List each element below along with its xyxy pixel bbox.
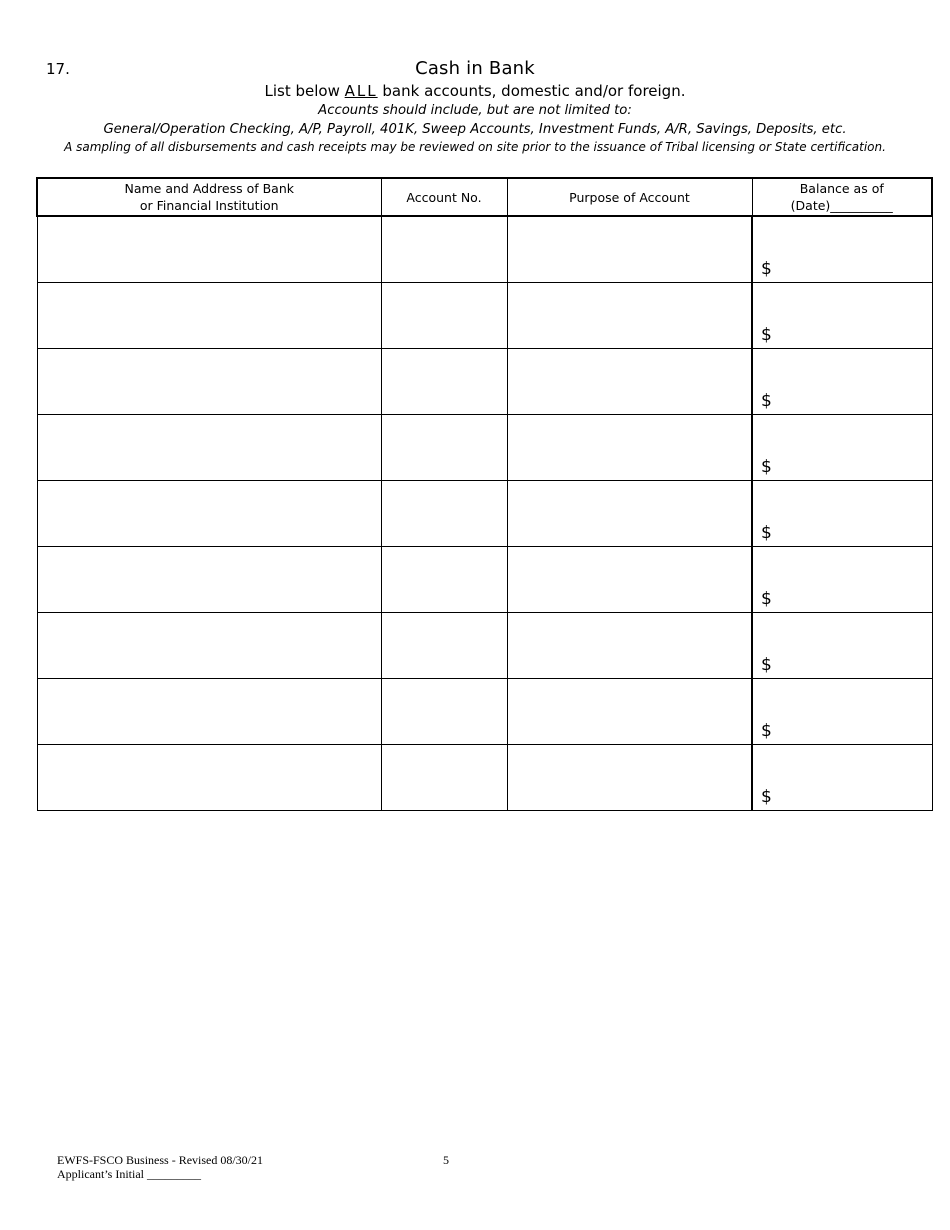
header-account-no: Account No. xyxy=(381,178,507,216)
table-row xyxy=(37,613,932,679)
balance-field[interactable] xyxy=(752,679,932,745)
purpose-field[interactable] xyxy=(507,613,752,679)
balance-field[interactable] xyxy=(752,216,932,283)
table-row xyxy=(37,283,932,349)
purpose-field[interactable] xyxy=(507,415,752,481)
balance-field[interactable] xyxy=(752,547,932,613)
table-row xyxy=(37,679,932,745)
balance-field[interactable] xyxy=(752,415,932,481)
header-bank-name-line1: Name and Address of Bank xyxy=(124,181,294,196)
form-id: EWFS-FSCO Business - Revised 08/30/21 xyxy=(57,1153,264,1167)
dollar-sign: $ xyxy=(761,787,772,807)
table-row xyxy=(37,481,932,547)
footer-left xyxy=(57,1153,263,1181)
header-purpose: Purpose of Account xyxy=(507,178,752,216)
purpose-field[interactable] xyxy=(507,216,752,283)
account-no-field[interactable] xyxy=(381,349,507,415)
heading-block xyxy=(0,57,950,155)
bank-name-field[interactable] xyxy=(37,547,381,613)
header-balance xyxy=(752,178,932,216)
account-no-field[interactable] xyxy=(381,283,507,349)
accounts-examples: General/Operation Checking, A/P, Payroll, 401K, Sweep Accounts, Investment Funds, A/R, Savings, Deposits, etc. xyxy=(103,122,847,137)
accounts-note: Accounts should include, but are not limited to: xyxy=(318,103,632,118)
purpose-field[interactable] xyxy=(507,679,752,745)
instruction-suffix: bank accounts, domestic and/or foreign. xyxy=(377,82,686,100)
bank-name-field[interactable] xyxy=(37,216,381,283)
instruction-emphasis: ALL xyxy=(344,82,378,100)
dollar-sign: $ xyxy=(761,589,772,609)
dollar-sign: $ xyxy=(761,259,772,279)
header-balance-line1: Balance as of xyxy=(799,181,884,196)
dollar-sign: $ xyxy=(761,721,772,741)
bank-name-field[interactable] xyxy=(37,679,381,745)
table-row xyxy=(37,547,932,613)
bank-name-field[interactable] xyxy=(37,415,381,481)
account-no-field[interactable] xyxy=(381,415,507,481)
balance-field[interactable] xyxy=(752,481,932,547)
account-no-field[interactable] xyxy=(381,613,507,679)
bank-name-field[interactable] xyxy=(37,745,381,811)
instruction-line xyxy=(0,81,950,101)
dollar-sign: $ xyxy=(761,325,772,345)
account-no-field[interactable] xyxy=(381,679,507,745)
purpose-field[interactable] xyxy=(507,745,752,811)
table-header-row xyxy=(37,178,932,216)
table-row xyxy=(37,745,932,811)
bank-name-field[interactable] xyxy=(37,349,381,415)
purpose-field[interactable] xyxy=(507,283,752,349)
table-row xyxy=(37,415,932,481)
purpose-field[interactable] xyxy=(507,349,752,415)
purpose-field[interactable] xyxy=(507,547,752,613)
header-bank-name-line2: or Financial Institution xyxy=(139,198,279,213)
dollar-sign: $ xyxy=(761,391,772,411)
table-body xyxy=(37,216,932,811)
section-number: 17. xyxy=(46,60,70,78)
account-no-field[interactable] xyxy=(381,745,507,811)
table-row xyxy=(37,216,932,283)
purpose-field[interactable] xyxy=(507,481,752,547)
header-bank-name xyxy=(37,178,381,216)
dollar-sign: $ xyxy=(761,523,772,543)
account-no-field[interactable] xyxy=(381,547,507,613)
bank-name-field[interactable] xyxy=(37,481,381,547)
page-number: 5 xyxy=(443,1153,449,1167)
header-balance-line2: (Date)__________ xyxy=(790,198,893,213)
balance-field[interactable] xyxy=(752,613,932,679)
balance-field[interactable] xyxy=(752,745,932,811)
page-title: Cash in Bank xyxy=(415,58,535,79)
applicant-initial: Applicant’s Initial _________ xyxy=(57,1167,201,1181)
bank-name-field[interactable] xyxy=(37,283,381,349)
dollar-sign: $ xyxy=(761,457,772,477)
sampling-note: A sampling of all disbursements and cash receipts may be reviewed on site prior to the issuance of Tribal licensing or State certification. xyxy=(64,140,886,154)
balance-field[interactable] xyxy=(752,349,932,415)
dollar-sign: $ xyxy=(761,655,772,675)
cash-in-bank-table xyxy=(36,177,933,811)
bank-name-field[interactable] xyxy=(37,613,381,679)
account-no-field[interactable] xyxy=(381,216,507,283)
table-row xyxy=(37,349,932,415)
account-no-field[interactable] xyxy=(381,481,507,547)
balance-field[interactable] xyxy=(752,283,932,349)
instruction-prefix: List below xyxy=(264,82,345,100)
